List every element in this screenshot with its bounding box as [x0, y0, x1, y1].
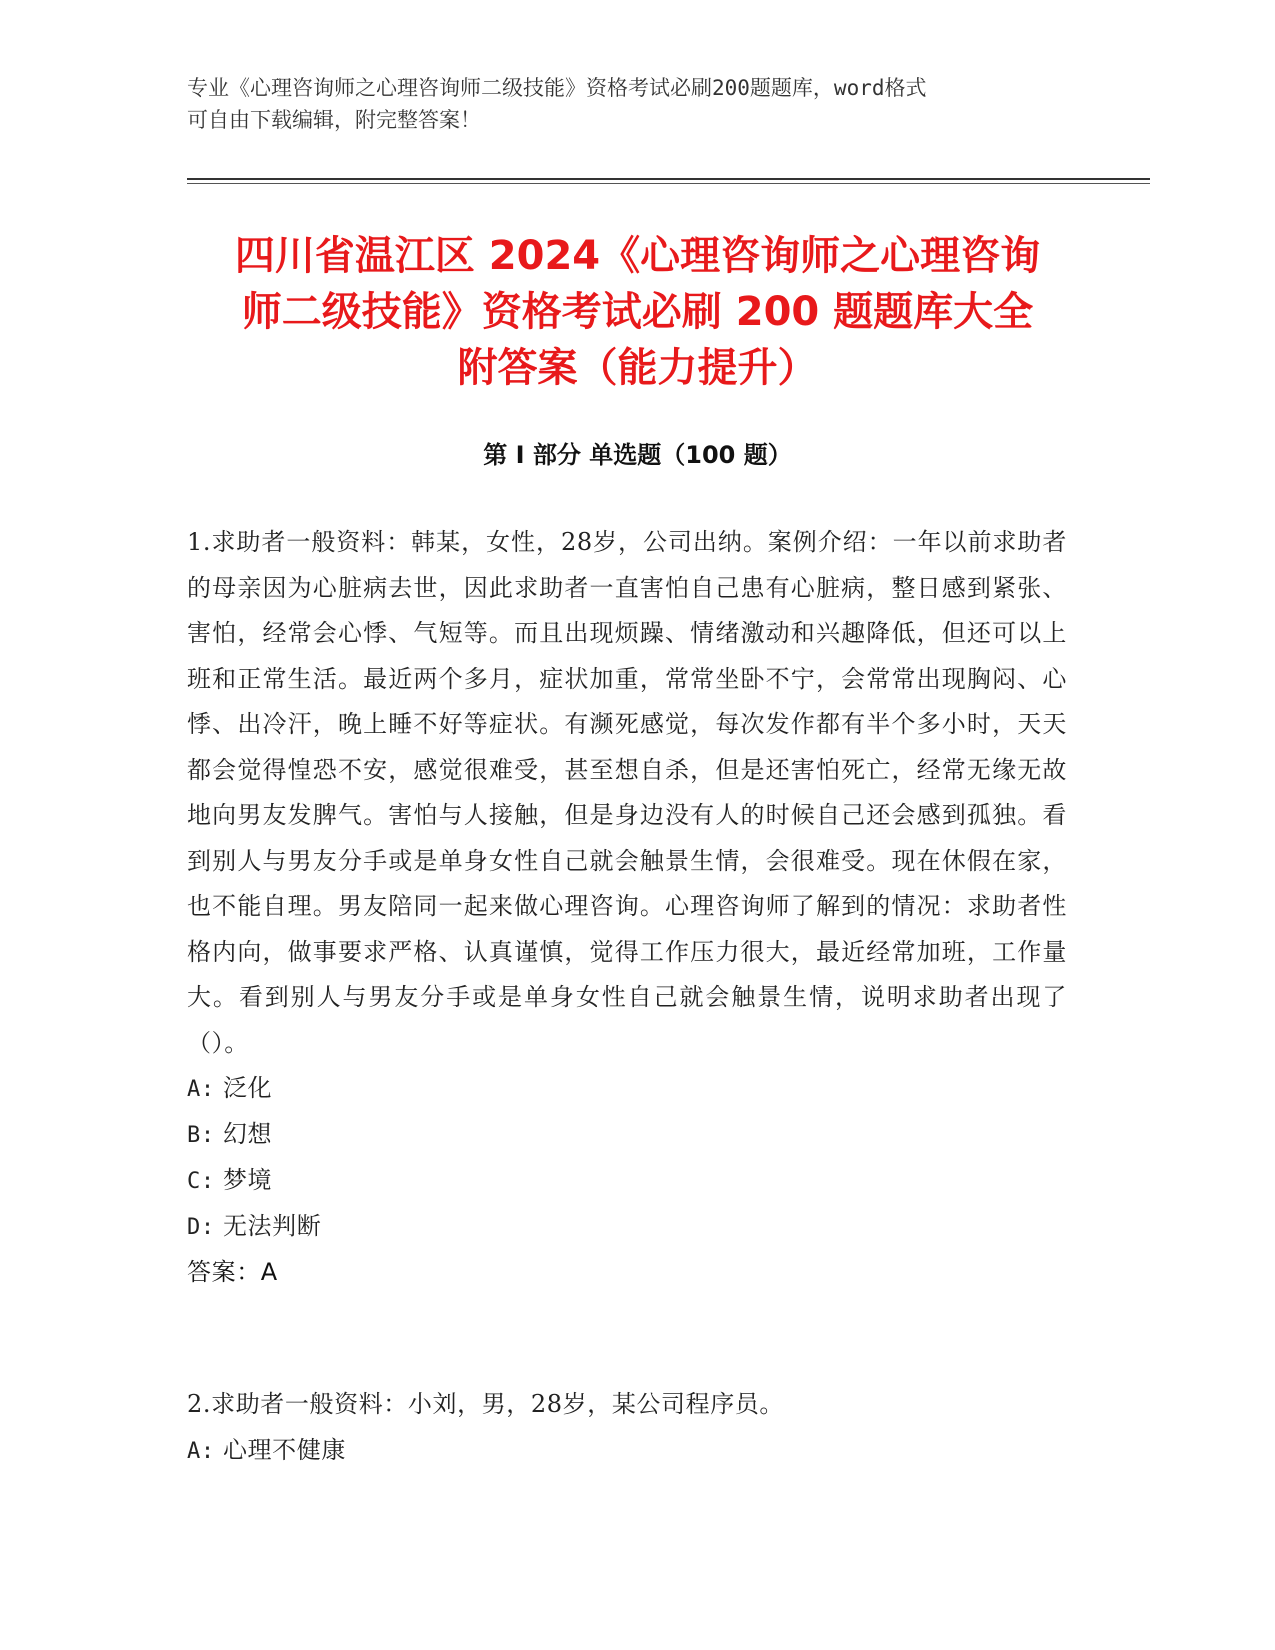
- option-text: 幻想: [222, 1120, 273, 1148]
- question-stem: 2.求助者一般资料：小刘，男，28岁，某公司程序员。: [187, 1390, 785, 1418]
- header-divider-thick: [187, 178, 1150, 180]
- option-text: 无法判断: [222, 1212, 322, 1240]
- header-note-line-2: 可自由下载编辑，附完整答案！: [187, 108, 481, 132]
- option-text: 心理不健康: [222, 1435, 346, 1464]
- question-1: [187, 520, 1067, 1295]
- header-note-line-1: 专业《心理咨询师之心理咨询师二级技能》资格考试必刷200题题库，word格式: [187, 76, 927, 100]
- option-a: [187, 1066, 1067, 1112]
- document-title-line-3: 附答案（能力提升）: [457, 345, 818, 391]
- question-2: [187, 1382, 1067, 1474]
- header-divider-thin: [187, 183, 1150, 184]
- option-letter: D:: [187, 1215, 215, 1240]
- option-a: [187, 1428, 1067, 1474]
- question-stem: 1.求助者一般资料：韩某，女性，28岁，公司出纳。案例介绍：一年以前求助者的母亲因为心脏病去世，因此求助者一直害怕自己患有心脏病，整日感到紧张、害怕，经常会心悸、气短等。而且出现烦躁、情绪激动和兴趣降低，但还可以上班和正常生活。最近两个多月，症状加重，常常坐卧不宁，会常常出现胸闷、心悸、出冷汗，晚上睡不好等症状。有濒死感觉，每次发作都有半个多小时，天天都会觉得惶恐不安，感觉很难受，甚至想自杀，但是还害怕死亡，经常无缘无故地向男友发脾气。害怕与人接触，但是身边没有人的时候自己还会感到孤独。看到别人与男友分手或是单身女性自己就会触景生情，会很难受。现在休假在家，也不能自理。男友陪同一起来做心理咨询。心理咨询师了解到的情况：求助者性格内向，做事要求严格、认真谨慎，觉得工作压力很大，最近经常加班，工作量大。看到别人与男友分手或是单身女性自己就会触景生情，说明求助者出现了（）。: [187, 528, 1067, 1057]
- section-heading: 第 I 部分 单选题（100 题）: [483, 441, 792, 469]
- option-d: [187, 1204, 1067, 1250]
- option-letter: A:: [187, 1077, 215, 1102]
- answer-line: 答案：A: [187, 1258, 278, 1286]
- option-letter: A:: [187, 1438, 215, 1464]
- document-title-line-2: 师二级技能》资格考试必刷 200 题题库大全: [241, 289, 1034, 335]
- option-text: 梦境: [222, 1166, 273, 1194]
- option-letter: C:: [187, 1169, 215, 1194]
- option-b: [187, 1112, 1067, 1158]
- document-title-line-1: 四川省温江区 2024《心理咨询师之心理咨询: [234, 233, 1041, 279]
- option-text: 泛化: [222, 1074, 273, 1102]
- option-c: [187, 1158, 1067, 1204]
- option-letter: B:: [187, 1123, 215, 1148]
- document-title: [150, 228, 1125, 396]
- header-note: [187, 72, 1067, 136]
